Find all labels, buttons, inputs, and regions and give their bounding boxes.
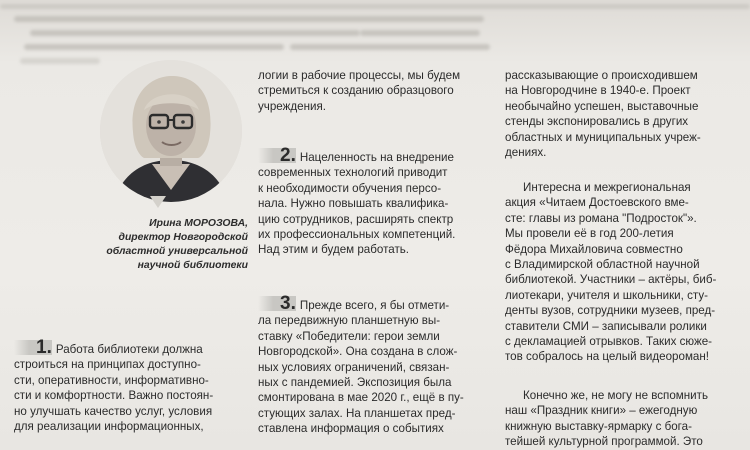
text-line: рассказывающие о происходившем — [505, 69, 698, 82]
caption-line: директор Новгородской — [118, 232, 248, 243]
text-line: ставлена информация о событиях — [258, 422, 444, 436]
text-line: но улучшать качество услуг, условия — [14, 404, 213, 418]
text-line: ла передвижную планшетную вы- — [258, 314, 441, 328]
text-line: областных и муниципальных учреж- — [505, 130, 701, 144]
paragraph — [258, 145, 486, 166]
column-1-text — [14, 337, 236, 434]
text-line: сти, оперативности, информативно- — [14, 373, 209, 387]
text-line: библиотекой. Участники – актёры, биб- — [505, 273, 717, 287]
text-line: наш «Праздник книги» – ежегодную — [505, 404, 698, 418]
text-line: Интересна и межрегиональная — [523, 181, 691, 194]
text-line: сти и комфортности. Важно постоян- — [14, 389, 214, 403]
text-line: смонтирована в мае 2020 г., ещё в пу- — [258, 391, 464, 405]
caption-line: областной универсальной — [106, 246, 248, 257]
text-line: логии в рабочие процессы, мы будем — [258, 69, 461, 82]
text-line: нала. Нужно повышать квалифика- — [258, 197, 449, 211]
column-3-paragraph-2 — [505, 180, 741, 365]
text-line: стующих залах. На планшетах пред- — [258, 406, 456, 420]
text-line: для реализации информационных, — [14, 420, 204, 434]
text-line: с декламацией отрывков. Таких сюже- — [505, 335, 713, 349]
text-line: Над этим и будем работать. — [258, 243, 410, 257]
text-line: Новгородской». Она создана в слож- — [258, 345, 458, 359]
text-line: учреждения. — [258, 99, 326, 113]
text-line: стремиться к созданию образцового — [258, 84, 454, 98]
paragraph — [14, 337, 236, 358]
text-line: ных условиях ограничений, связан- — [258, 360, 450, 374]
text-line: тов собралось на целый видеороман! — [505, 350, 709, 364]
text-line: акция «Читаем Достоевского вме- — [505, 196, 689, 210]
text-line: сте: главы из романа "Подросток"». — [505, 211, 697, 225]
caption-name: Ирина МОРОЗОВА, — [149, 218, 248, 229]
text-line: тейшей культурной программой. Это — [505, 435, 703, 449]
text-line: дениях. — [505, 146, 547, 160]
blurred-header-text — [0, 0, 750, 70]
column-2-text — [258, 68, 486, 114]
text-line: строиться на принципах доступно- — [14, 358, 201, 372]
text-line: Нацеленность на внедрение — [299, 151, 454, 164]
text-line: ставители СМИ – записывали ролики — [505, 319, 707, 333]
text-line: Мы провели её в год 200-летия — [505, 227, 674, 241]
text-line: лиотекари, учителя и школьники, сту- — [505, 288, 708, 302]
column-2-answer-2 — [258, 145, 486, 258]
text-line: их профессиональных компетенций. — [258, 228, 456, 242]
answer-number: 2. — [258, 148, 296, 163]
column-3-text — [505, 68, 741, 160]
text-line: Конечно же, не могу не вспомнить — [523, 389, 708, 402]
text-line: современных технологий приводит — [258, 166, 448, 180]
text-line: Работа библиотеки должна — [55, 343, 203, 356]
text-line: необычайно успешен, выставочные — [505, 99, 699, 113]
text-line: на Новгородчине в 1940-е. Проект — [505, 84, 691, 98]
answer-number: 3. — [258, 296, 296, 311]
caption-line: научной библиотеки — [137, 260, 248, 271]
text-line: цию сотрудников, расширять спектр — [258, 212, 454, 226]
text-line: Фёдора Михайловича совместно — [505, 242, 683, 256]
portrait-caption — [88, 217, 248, 273]
text-line: стенды экспонировались в других — [505, 115, 689, 129]
text-line: книжную выставку-ярмарку с бога- — [505, 419, 692, 433]
paragraph — [258, 293, 486, 314]
text-line: ных с пандемией. Экспозиция была — [258, 376, 452, 390]
portrait-pointer — [150, 196, 166, 208]
column-2-answer-3 — [258, 293, 486, 437]
text-line: Прежде всего, я бы отмети- — [299, 299, 450, 312]
answer-number: 1. — [14, 340, 52, 355]
text-line: с Владимирской областной научной — [505, 258, 700, 272]
portrait-photo — [100, 60, 242, 202]
column-3-paragraph-3 — [505, 388, 741, 450]
text-line: денты вузов, сотрудники музеев, пред- — [505, 304, 716, 318]
text-line: ставку «Победители: герои земли — [258, 329, 440, 343]
text-line: к необходимости обучения персо- — [258, 181, 442, 195]
